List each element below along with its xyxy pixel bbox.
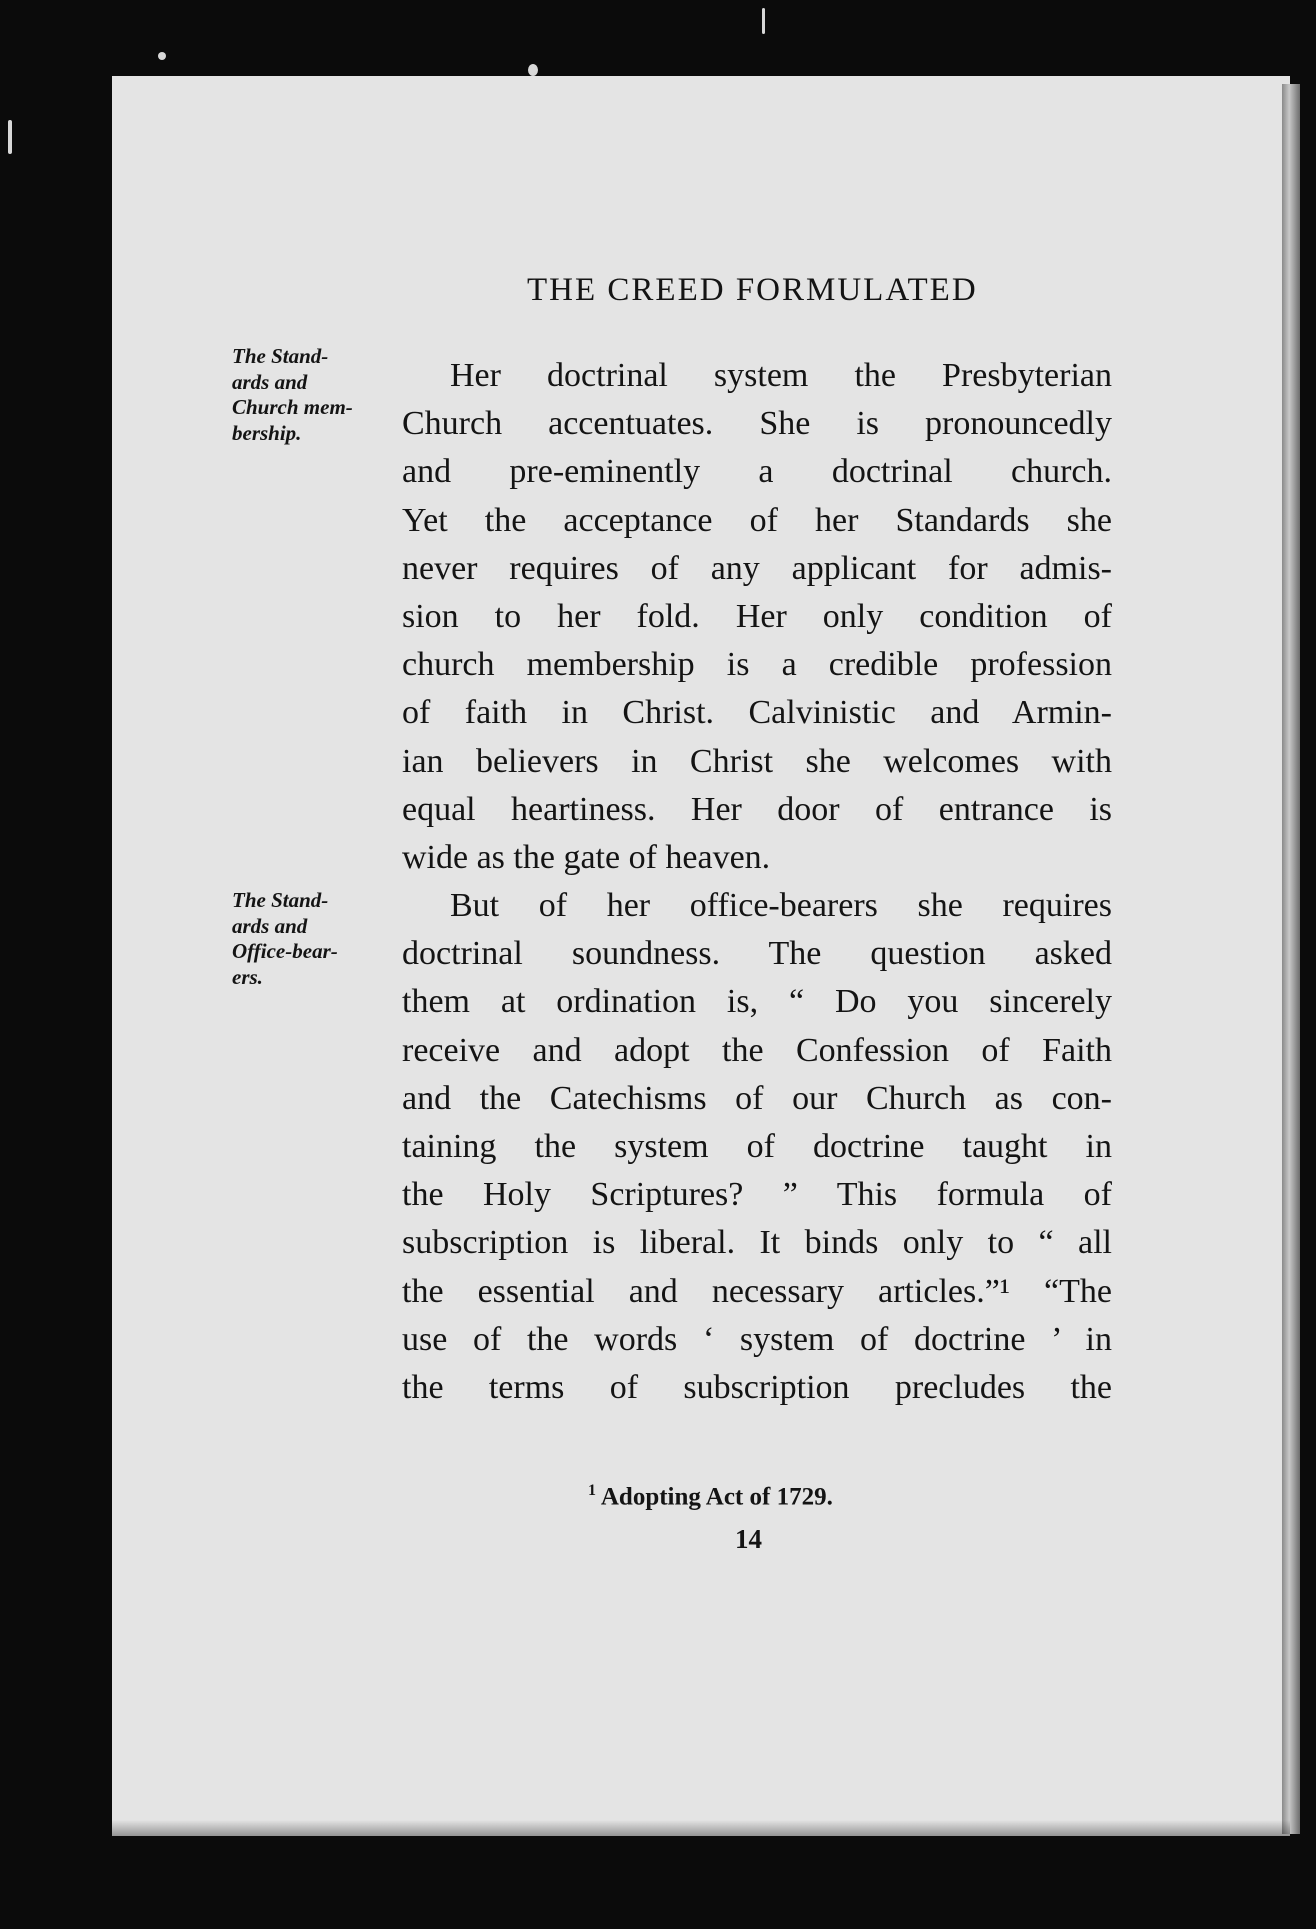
scan-speck (158, 52, 166, 60)
text-line: equal heartiness. Her door of entrance is (402, 790, 1112, 828)
text-line: them at ordination is, “ Do you sincerely (402, 983, 1112, 1021)
scan-speck (762, 8, 765, 34)
text-line: the Holy Scriptures? ” This formula of (402, 1176, 1112, 1214)
text-line: Her doctrinal system the Presbyterian (450, 357, 1112, 394)
text-line: receive and adopt the Confession of Faith (402, 1031, 1112, 1069)
text-line: subscription is liberal. It binds only to “ all (402, 1224, 1112, 1262)
sidenote-line: ers. (232, 964, 263, 989)
text-line: Church accentuates. She is pronouncedly (402, 405, 1112, 443)
scan-speck (8, 120, 12, 154)
text-line: But of her office-bearers she requires (450, 887, 1112, 925)
text-line: wide as the gate of heaven. (402, 838, 771, 876)
running-head: THE CREED FORMULATED (527, 272, 978, 308)
scan-speck (528, 64, 538, 76)
text-line: ian believers in Christ she welcomes with (402, 742, 1112, 780)
body-text (402, 352, 1112, 1412)
sidenote-line: ards and (232, 369, 308, 394)
sidenote-line: ards and (232, 913, 308, 938)
text-line: Yet the acceptance of her Standards she (402, 501, 1112, 539)
text-line: use of the words ‘ system of doctrine ’ in (402, 1320, 1112, 1358)
footnote-marker: 1 (588, 1482, 596, 1499)
sidenote-office-bearers (232, 888, 338, 990)
page-edge (1282, 84, 1300, 1834)
text-line: and pre-eminently a doctrinal church. (402, 453, 1112, 491)
footnote-text: Adopting Act of 1729. (600, 1483, 833, 1511)
text-line: church membership is a credible profession (402, 646, 1112, 684)
page-shadow (112, 1820, 1290, 1836)
text-line: sion to her fold. Her only condition of (402, 597, 1112, 635)
text-line: the terms of subscription precludes the (402, 1368, 1112, 1406)
sidenote-line: The Stand- (232, 888, 329, 912)
sidenote-line: Office-bear- (232, 939, 338, 963)
text-line: the essential and necessary articles.”¹ “The (402, 1272, 1112, 1310)
text-line: taining the system of doctrine taught in (402, 1128, 1112, 1165)
sidenote-line: bership. (232, 420, 302, 445)
sidenote-line: The Stand- (232, 344, 329, 368)
sidenote-line: Church mem- (232, 395, 353, 419)
text-line: doctrinal soundness. The question asked (402, 935, 1112, 973)
page-number: 14 (735, 1524, 762, 1554)
sidenote-church-membership (232, 344, 353, 446)
text-line: never requires of any applicant for admis- (402, 549, 1112, 587)
text-line: and the Catechisms of our Church as con- (402, 1079, 1112, 1117)
text-line: of faith in Christ. Calvinistic and Armin- (402, 694, 1112, 732)
footnote (588, 1482, 833, 1511)
